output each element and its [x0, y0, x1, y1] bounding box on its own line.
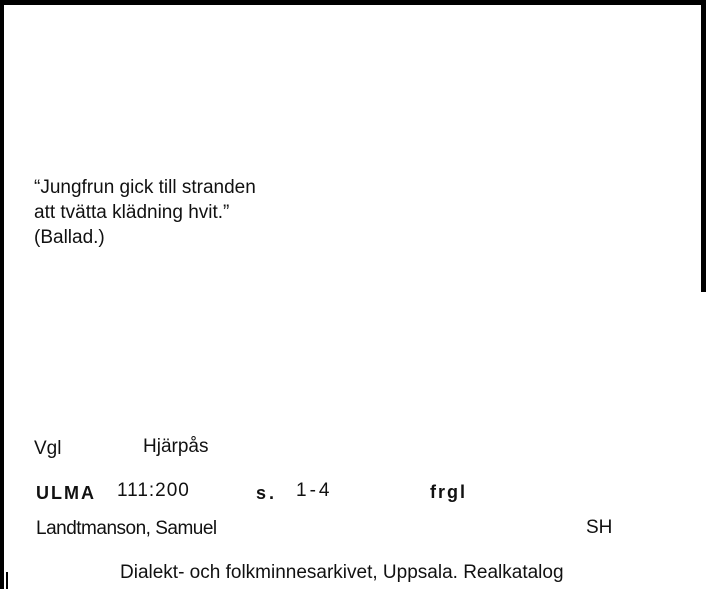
archive-code: ULMA [36, 483, 96, 503]
recorder-initials: SH [586, 517, 613, 538]
card-left-bottom-edge [6, 572, 8, 589]
card-right-edge [701, 0, 706, 292]
parish-name: Hjärpås [143, 436, 209, 457]
quote-line-3: (Ballad.) [34, 227, 105, 248]
topic-code: frgl [430, 482, 467, 502]
card-left-edge [0, 0, 4, 589]
archive-footer: Dialekt- och folkminnesarkivet, Uppsala. Realkatalog [120, 562, 564, 583]
recorder-name: Landtmanson, Samuel [36, 518, 217, 539]
parish-code: Vgl [34, 438, 62, 459]
quote-line-2: att tvätta klädning hvit.” [34, 202, 230, 223]
ballad-quote [34, 175, 256, 250]
page-range: 1-4 [296, 480, 333, 501]
quote-line-1: “Jungfrun gick till stranden [34, 177, 256, 198]
accession-number: 111:200 [117, 480, 190, 501]
card-top-edge [0, 0, 706, 5]
page-prefix: s. [256, 483, 278, 503]
